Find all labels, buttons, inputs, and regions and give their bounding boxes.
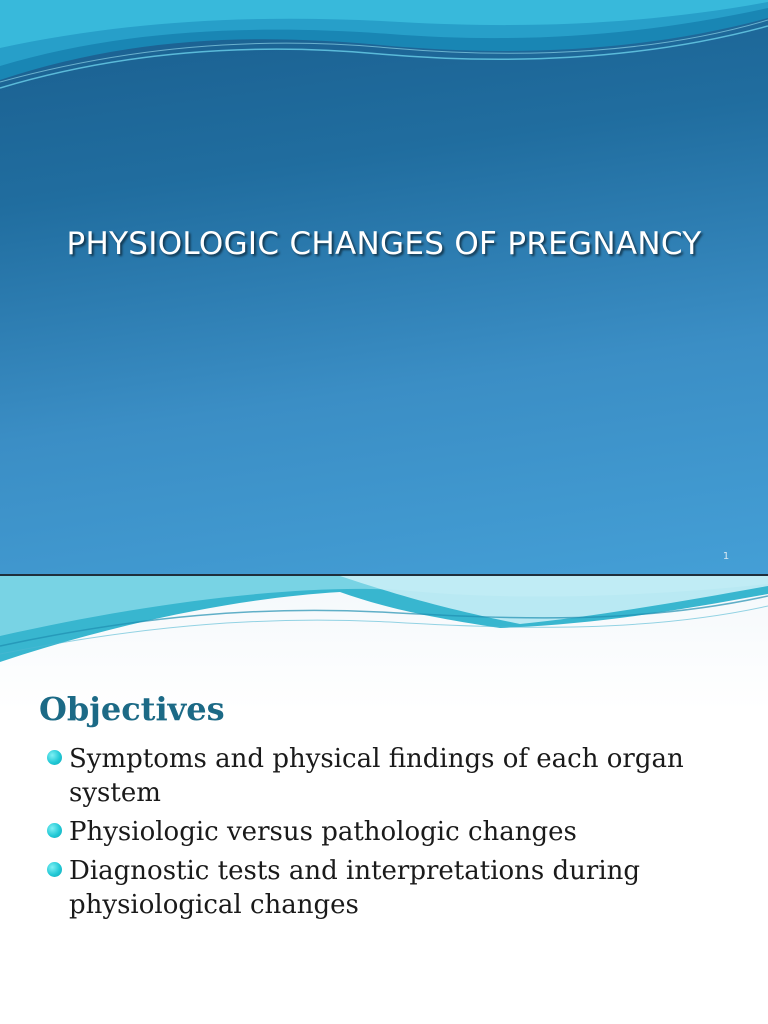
bullet-item (47, 854, 747, 922)
wave-decoration (0, 0, 768, 110)
slide-title: PHYSIOLOGIC CHANGES OF PREGNANCY (66, 226, 702, 262)
bullet-icon (47, 862, 62, 877)
slide-2 (0, 576, 768, 1024)
bullet-text: Symptoms and physical findings of each organ system (69, 744, 684, 808)
bullet-text: Physiologic versus pathologic changes (69, 817, 577, 847)
bullet-list (47, 742, 747, 927)
wave-decoration (0, 576, 768, 666)
bullet-text: Diagnostic tests and interpretations during physiological changes (69, 856, 641, 920)
slide-heading: Objectives (39, 690, 225, 728)
bullet-item (47, 815, 747, 849)
slide-number: 1 (722, 551, 730, 562)
bullet-icon (47, 750, 62, 765)
bullet-icon (47, 823, 62, 838)
bullet-item (47, 742, 747, 810)
